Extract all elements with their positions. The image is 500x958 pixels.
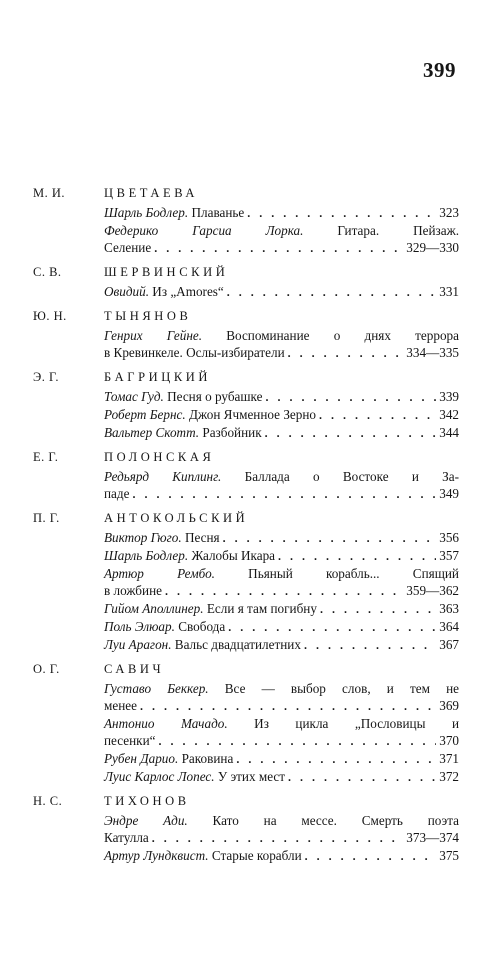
entry-first-line: [104, 222, 459, 239]
translator-initials: Н. С.: [33, 794, 63, 808]
page-number: 399: [423, 58, 456, 82]
dot-leader: [265, 389, 436, 406]
page-reference: 367: [439, 637, 459, 652]
poet-name: Редьярд Киплинг.: [104, 469, 222, 484]
poem-title: Песня о рубашке: [167, 389, 263, 404]
page-reference: 371: [439, 751, 459, 766]
poet-name: Артур Лундквист.: [104, 848, 209, 863]
translator-surname: ПОЛОНСКАЯ: [104, 450, 215, 464]
entry-first-line: [104, 565, 459, 582]
poem-title: Старые корабли: [211, 848, 302, 863]
translator-initials: С. В.: [33, 265, 62, 279]
poet-name: Артюр Рембо.: [104, 566, 215, 581]
toc-entry: [104, 680, 459, 715]
translator-section: [33, 449, 459, 503]
poem-title: Песня: [184, 530, 220, 545]
page-reference: 331: [439, 284, 459, 299]
dot-leader: [278, 548, 436, 565]
entry-text: [104, 283, 224, 300]
entry-first-line: [104, 680, 459, 697]
toc-entry: [104, 812, 459, 847]
translator-initials: П. Г.: [33, 511, 60, 525]
poet-name: Антонио Мачадо.: [104, 716, 228, 731]
toc-entry: [104, 636, 459, 654]
entry-text: [104, 529, 220, 546]
poem-title: Селение: [104, 240, 152, 255]
dot-leader: [165, 583, 403, 600]
poem-title-part: Воспоминание о днях террора: [226, 328, 459, 343]
translator-initials: Ю. Н.: [33, 309, 67, 323]
translator-initials: М. И.: [33, 186, 66, 200]
translator-surname: ТЫНЯНОВ: [104, 309, 192, 323]
poem-title: Вальс двадцатилетних: [174, 637, 301, 652]
translator-section: [33, 793, 459, 865]
toc-entry: [104, 768, 459, 786]
translator-initials: Э. Г.: [33, 370, 59, 384]
entry-text: [104, 750, 233, 767]
toc-entry: [104, 222, 459, 257]
poet-name: Гийом Аполлинер.: [104, 601, 204, 616]
translator-section: [33, 185, 459, 257]
toc-entry: [104, 468, 459, 503]
poet-name: Густаво Беккер.: [104, 681, 209, 696]
dot-leader: [140, 698, 436, 715]
dot-leader: [247, 205, 436, 222]
poem-title: песенки“: [104, 733, 156, 748]
entry-first-line: [104, 327, 459, 344]
poet-name: Томас Гуд.: [104, 389, 164, 404]
toc-entry: [104, 715, 459, 750]
entry-first-line: [104, 812, 459, 829]
poet-name: Поль Элюар.: [104, 619, 175, 634]
poem-title: в Кревинкеле. Ослы-избиратели: [104, 345, 285, 360]
poem-title: Плаванье: [191, 205, 245, 220]
dot-leader: [227, 284, 436, 301]
page-reference: 323: [439, 205, 459, 220]
poem-title: Разбойник: [202, 425, 262, 440]
poet-name: Федерико Гарсиа Лорка.: [104, 223, 304, 238]
poet-name: Шарль Бодлер.: [104, 548, 189, 563]
dot-leader: [288, 345, 404, 362]
poem-title: Из „Amores“: [152, 284, 224, 299]
page-reference: 344: [439, 425, 459, 440]
poet-name: Роберт Бернс.: [104, 407, 186, 422]
dot-leader: [158, 733, 436, 750]
poet-name: Овидий.: [104, 284, 149, 299]
toc-entry: [104, 750, 459, 768]
dot-leader: [320, 601, 436, 618]
dot-leader: [223, 530, 437, 547]
page-reference: 372: [439, 769, 459, 784]
translator-surname: САВИЧ: [104, 662, 165, 676]
dot-leader: [305, 848, 437, 865]
toc-entry: [104, 327, 459, 362]
translator-initials: Е. Г.: [33, 450, 59, 464]
page-reference: 359—362: [406, 583, 459, 598]
page-reference: 369: [439, 698, 459, 713]
dot-leader: [154, 240, 403, 257]
entry-text: [104, 636, 301, 653]
poem-title-part: Из цикла „Пословицы и: [254, 716, 460, 731]
toc-entry: [104, 529, 459, 547]
poet-name: Шарль Бодлер.: [104, 205, 189, 220]
poem-title-part: Пьяный корабль... Спящий: [248, 566, 459, 581]
poem-title-part: Баллада о Востоке и За-: [244, 469, 459, 484]
dot-leader: [152, 830, 403, 847]
entry-text: [104, 768, 285, 785]
translator-section: [33, 661, 459, 786]
page-reference: 363: [439, 601, 459, 616]
poet-name: Виктор Гюго.: [104, 530, 182, 545]
page-reference: 342: [439, 407, 459, 422]
translator-section: [33, 308, 459, 362]
translator-initials: О. Г.: [33, 662, 60, 676]
toc-entry: [104, 204, 459, 222]
toc-entry: [104, 565, 459, 600]
translator-heading: [33, 793, 459, 811]
translator-section: [33, 264, 459, 301]
translator-surname: БАГРИЦКИЙ: [104, 370, 212, 384]
poem-title: паде: [104, 486, 130, 501]
toc-entry: [104, 847, 459, 865]
entry-text: [104, 600, 317, 617]
poet-name: Вальтер Скотт.: [104, 425, 200, 440]
dot-leader: [228, 619, 436, 636]
entry-text: [104, 388, 262, 405]
entry-text: [104, 406, 316, 423]
toc-entry: [104, 283, 459, 301]
dot-leader: [319, 407, 436, 424]
translator-surname: АНТОКОЛЬСКИЙ: [104, 511, 249, 525]
page-reference: 375: [439, 848, 459, 863]
toc-entry: [104, 388, 459, 406]
poem-title: в ложбине: [104, 583, 162, 598]
poet-name: Генрих Гейне.: [104, 328, 203, 343]
poem-title: менее: [104, 698, 137, 713]
translator-heading: [33, 264, 459, 282]
page-reference: 356: [439, 530, 459, 545]
poet-name: Луис Карлос Лопес.: [104, 769, 215, 784]
poet-name: Эндре Ади.: [104, 813, 188, 828]
toc-entry: [104, 406, 459, 424]
page-reference: 373—374: [406, 830, 459, 845]
poem-title: У этих мест: [217, 769, 286, 784]
page-reference: 364: [439, 619, 459, 634]
entry-text: [104, 847, 302, 864]
page-reference: 329—330: [406, 240, 459, 255]
poem-title-part: Като на мессе. Смерть поэта: [212, 813, 459, 828]
entry-text: [104, 204, 244, 221]
entry-first-line: [104, 715, 459, 732]
translator-heading: [33, 369, 459, 387]
translator-section: [33, 510, 459, 654]
toc-entry: [104, 547, 459, 565]
translator-heading: [33, 185, 459, 203]
page-reference: 339: [439, 389, 459, 404]
translator-heading: [33, 449, 459, 467]
translator-section: [33, 369, 459, 442]
poem-title: Раковина: [181, 751, 234, 766]
translator-surname: ТИХОНОВ: [104, 794, 190, 808]
toc-entry: [104, 618, 459, 636]
entry-text: [104, 618, 225, 635]
translator-heading: [33, 510, 459, 528]
dot-leader: [304, 637, 436, 654]
entry-text: [104, 547, 275, 564]
poem-title-part: Гитара. Пейзаж.: [337, 223, 459, 238]
translator-heading: [33, 308, 459, 326]
translator-heading: [33, 661, 459, 679]
dot-leader: [265, 425, 437, 442]
page-reference: 334—335: [406, 345, 459, 360]
table-of-contents: [33, 185, 459, 872]
entry-text: [104, 424, 262, 441]
entry-first-line: [104, 468, 459, 485]
toc-entry: [104, 424, 459, 442]
dot-leader: [288, 769, 436, 786]
poet-name: Луи Арагон.: [104, 637, 172, 652]
poem-title: Катулла: [104, 830, 149, 845]
poem-title: Если я там погибну: [206, 601, 317, 616]
toc-entry: [104, 600, 459, 618]
poem-title: Свобода: [178, 619, 226, 634]
poet-name: Рубен Дарио.: [104, 751, 179, 766]
poem-title: Жалобы Икара: [191, 548, 276, 563]
dot-leader: [236, 751, 436, 768]
page-reference: 370: [439, 733, 459, 748]
poem-title: Джон Ячменное Зерно: [188, 407, 317, 422]
page-reference: 357: [439, 548, 459, 563]
dot-leader: [132, 486, 436, 503]
page-reference: 349: [439, 486, 459, 501]
poem-title-part: Все — выбор слов, и тем не: [224, 681, 459, 696]
translator-surname: ЦВЕТАЕВА: [104, 186, 199, 200]
translator-surname: ШЕРВИНСКИЙ: [104, 265, 229, 279]
